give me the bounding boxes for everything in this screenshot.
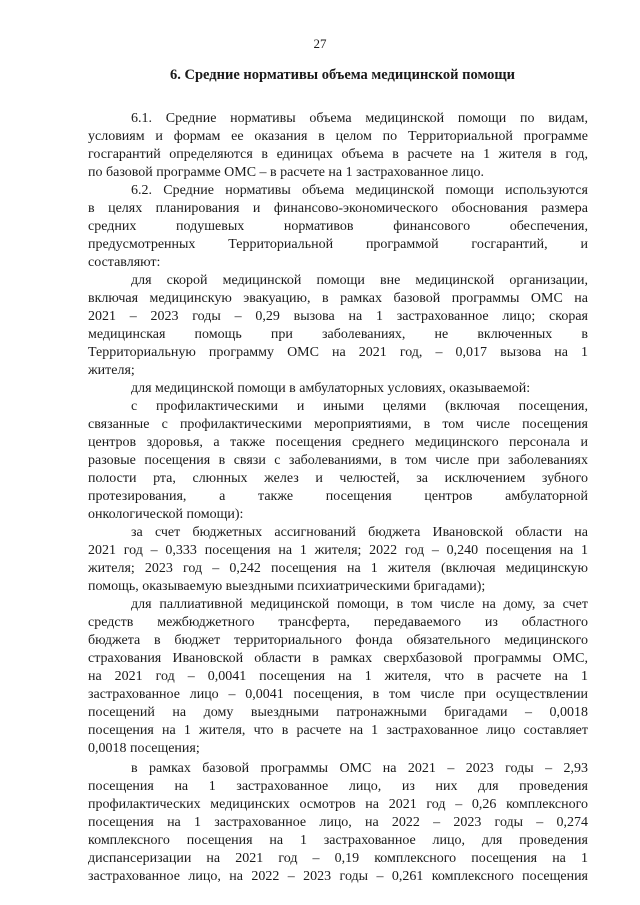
text-line: посещения на 1 застрахованное лицо, из них для проведения bbox=[88, 779, 588, 794]
text-line: для скорой медицинской помощи вне медицинской организации, bbox=[131, 273, 588, 288]
text-line: жителя; 2023 год – 0,242 посещения на 1 жителя (включая медицинскую bbox=[88, 561, 588, 576]
text-line: средних подушевых нормативов финансового обеспечения, bbox=[88, 219, 588, 234]
text-line: помощь, оказываемую выездными психиатрическими бригадами); bbox=[88, 579, 486, 594]
text-line: медицинская помощь при заболеваниях, не включенных в bbox=[88, 327, 588, 342]
text-line: с профилактическими и иными целями (включая посещения, bbox=[131, 399, 588, 414]
text-line: полости рта, слюнных желез и челюстей, за исключением зубного bbox=[88, 471, 588, 486]
text-line: 6.1. Средние нормативы объема медицинской помощи по видам, bbox=[131, 111, 588, 126]
text-line: комплексного посещения на 1 застрахованное лицо, для проведения bbox=[88, 833, 588, 848]
text-line: жителя; bbox=[88, 363, 135, 378]
text-line: застрахованное лицо – 0,0041 посещения, в том числе при осуществлении bbox=[88, 687, 588, 702]
text-line: центров здоровья, а также посещения среднего медицинского персонала и bbox=[88, 435, 588, 450]
text-line: посещений на дому выездными патронажными бригадами – 0,0018 bbox=[88, 705, 588, 720]
page-number: 27 bbox=[313, 36, 327, 51]
text-line: посещения на 1 жителя, что в расчете на 1 застрахованное лицо составляет bbox=[88, 723, 588, 738]
text-line: предусмотренных Территориальной программой госгарантий, и bbox=[88, 237, 588, 252]
text-line: связанные с профилактическими мероприятиями, в том числе посещения bbox=[88, 417, 588, 432]
text-line: 6.2. Средние нормативы объема медицинской помощи используются bbox=[131, 183, 588, 198]
text-line: страхования Ивановской области в рамках сверхбазовой программы ОМС, bbox=[88, 651, 588, 666]
text-line: в целях планирования и финансово-экономического обоснования размера bbox=[88, 201, 588, 216]
text-line: за счет бюджетных ассигнований бюджета Ивановской области на bbox=[131, 525, 588, 540]
text-line: госгарантий определяются в единицах объема в расчете на 1 жителя в год, bbox=[88, 147, 588, 162]
text-line: на 2021 год – 0,0041 посещения на 1 жителя, что в расчете на 1 bbox=[88, 669, 588, 684]
text-line: застрахованное лицо, на 2022 – 2023 годы – 0,261 комплексного посещения bbox=[88, 869, 588, 884]
text-line: 0,0018 посещения; bbox=[88, 741, 200, 756]
text-line: условиям и формам ее оказания в целом по Территориальной программе bbox=[88, 129, 588, 144]
text-line: протезирования, а также посещения центров амбулаторной bbox=[88, 489, 588, 504]
text-line: средств межбюджетного трансферта, передаваемого из областного bbox=[88, 615, 588, 630]
text-line: бюджета в бюджет территориального фонда обязательного медицинского bbox=[88, 633, 588, 648]
text-line: Территориальную программу ОМС на 2021 год, – 0,017 вызова на 1 bbox=[88, 345, 588, 360]
text-line: разовые посещения в связи с заболеваниями, в том числе при заболеваниях bbox=[88, 453, 588, 468]
text-line: 2021 год – 0,333 посещения на 1 жителя; 2022 год – 0,240 посещения на 1 bbox=[88, 543, 588, 558]
text-line: составляют: bbox=[88, 255, 161, 270]
text-line: онкологической помощи): bbox=[88, 507, 244, 522]
text-line: профилактических медицинских осмотров на 2021 год – 0,26 комплексного bbox=[88, 797, 588, 812]
text-line: для паллиативной медицинской помощи, в том числе на дому, за счет bbox=[131, 597, 588, 612]
text-line: в рамках базовой программы ОМС на 2021 – 2023 годы – 2,93 bbox=[131, 761, 588, 776]
text-line: 2021 – 2023 годы – 0,29 вызова на 1 застрахованное лицо; скорая bbox=[88, 309, 588, 324]
text-line: включая медицинскую эвакуацию, в рамках базовой программы ОМС на bbox=[88, 291, 588, 306]
text-line: для медицинской помощи в амбулаторных условиях, оказываемой: bbox=[131, 381, 531, 396]
text-line: посещения на 1 застрахованное лицо, на 2022 – 2023 годы – 0,274 bbox=[88, 815, 588, 830]
section-heading: 6. Средние нормативы объема медицинской помощи bbox=[170, 67, 515, 83]
text-line: диспансеризации на 2021 год – 0,19 комплексного посещения на 1 bbox=[88, 851, 588, 866]
text-line: по базовой программе ОМС – в расчете на 1 застрахованное лицо. bbox=[88, 165, 485, 180]
